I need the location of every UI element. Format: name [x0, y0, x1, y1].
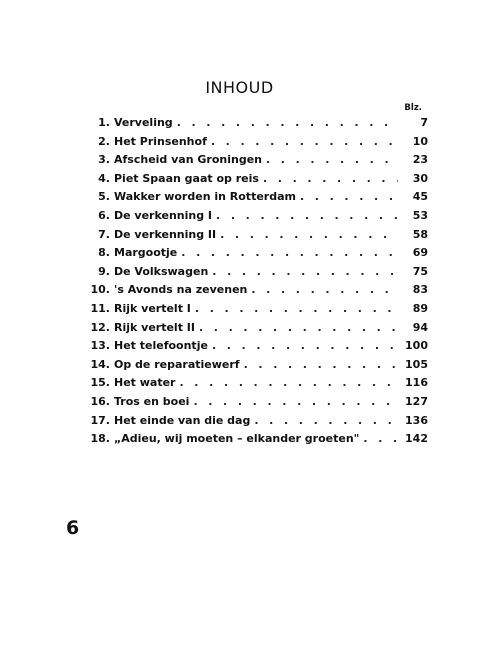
chapter-number: 9.: [98, 264, 110, 278]
chapter-page: 116: [405, 376, 428, 390]
toc-entry: [86, 283, 428, 302]
chapter-title: Wakker worden in Rotterdam: [114, 190, 296, 204]
chapter-page: 105: [405, 357, 428, 371]
chapter-number: 16.: [90, 394, 110, 408]
chapter-title: De verkenning I: [114, 208, 213, 222]
chapter-number: 15.: [90, 376, 110, 390]
chapter-page: 100: [405, 339, 428, 353]
dot-leader: [179, 376, 398, 389]
chapter-page: 94: [412, 320, 428, 334]
toc-entry: [86, 116, 428, 135]
dot-leader: [199, 321, 398, 334]
dot-leader: [212, 265, 398, 278]
dot-leader: [193, 395, 398, 408]
chapter-page: 53: [412, 208, 428, 222]
chapter-number: 12.: [90, 320, 110, 334]
dot-leader: [216, 209, 398, 222]
chapter-page: 136: [405, 413, 428, 427]
toc-entry: [86, 265, 428, 284]
toc-entry: [86, 321, 428, 340]
dot-leader: [251, 283, 398, 296]
dot-leader: [212, 339, 398, 352]
chapter-number: 2.: [98, 134, 110, 148]
chapter-page: 69: [412, 246, 428, 260]
chapter-title: Op de reparatiewerf: [114, 357, 240, 371]
toc-entry: [86, 135, 428, 154]
toc-entry: [86, 172, 428, 191]
chapter-title: Rijk vertelt I: [114, 301, 191, 315]
chapter-number: 18.: [90, 432, 110, 446]
chapter-number: 8.: [98, 246, 110, 260]
chapter-title: Rijk vertelt II: [114, 320, 195, 334]
chapter-title: Margootje: [114, 246, 178, 260]
chapter-title: De Volkswagen: [114, 264, 209, 278]
chapter-page: 89: [412, 301, 428, 315]
toc-entry: [86, 376, 428, 395]
dot-leader: [195, 302, 398, 315]
chapter-page: 142: [405, 432, 428, 446]
chapter-title: Piet Spaan gaat op reis: [114, 171, 259, 185]
page-column-header: Blz.: [404, 103, 422, 113]
chapter-number: 17.: [90, 413, 110, 427]
chapter-number: 10.: [90, 283, 110, 297]
dot-leader: [263, 172, 398, 185]
chapter-page: 75: [412, 264, 428, 278]
chapter-page: 83: [412, 283, 428, 297]
chapter-number: 11.: [90, 301, 110, 315]
table-of-contents: [86, 116, 428, 451]
toc-entry: [86, 153, 428, 172]
toc-title: INHOUD: [205, 78, 274, 97]
chapter-title: Het einde van die dag: [114, 413, 251, 427]
chapter-title: 's Avonds na zevenen: [114, 283, 248, 297]
toc-entry: [86, 246, 428, 265]
chapter-page: 45: [412, 190, 428, 204]
toc-entry: [86, 209, 428, 228]
toc-entry: [86, 302, 428, 321]
chapter-title: De verkenning II: [114, 227, 217, 241]
chapter-title: „Adieu, wij moeten – elkander groeten": [114, 432, 360, 446]
toc-entry: [86, 395, 428, 414]
chapter-title: Het water: [114, 376, 176, 390]
chapter-page: 127: [405, 394, 428, 408]
toc-entry: [86, 228, 428, 247]
dot-leader: [363, 432, 398, 445]
toc-entry: [86, 190, 428, 209]
chapter-number: 14.: [90, 357, 110, 371]
chapter-number: 13.: [90, 339, 110, 353]
dot-leader: [254, 414, 398, 427]
dot-leader: [300, 190, 398, 203]
toc-entry: [86, 414, 428, 433]
chapter-title: Tros en boei: [114, 394, 190, 408]
chapter-page: 30: [412, 171, 428, 185]
chapter-number: 1.: [98, 116, 110, 129]
chapter-number: 3.: [98, 153, 110, 167]
chapter-title: Het telefoontje: [114, 339, 208, 353]
toc-entry: [86, 432, 428, 451]
chapter-number: 5.: [98, 190, 110, 204]
chapter-title: Het Prinsenhof: [114, 134, 207, 148]
dot-leader: [181, 246, 398, 259]
chapter-page: 10: [412, 134, 428, 148]
chapter-page: 58: [412, 227, 428, 241]
toc-entry: [86, 358, 428, 377]
chapter-number: 7.: [98, 227, 110, 241]
page-number: 6: [66, 517, 80, 539]
chapter-title: Verveling: [114, 116, 173, 129]
chapter-page: 23: [412, 153, 428, 167]
chapter-number: 4.: [98, 171, 110, 185]
dot-leader: [177, 116, 398, 129]
chapter-title: Afscheid van Groningen: [114, 153, 262, 167]
dot-leader: [220, 228, 398, 241]
dot-leader: [211, 135, 398, 148]
dot-leader: [244, 358, 398, 371]
chapter-number: 6.: [98, 208, 110, 222]
chapter-page: 7: [420, 116, 428, 129]
dot-leader: [266, 153, 398, 166]
toc-entry: [86, 339, 428, 358]
